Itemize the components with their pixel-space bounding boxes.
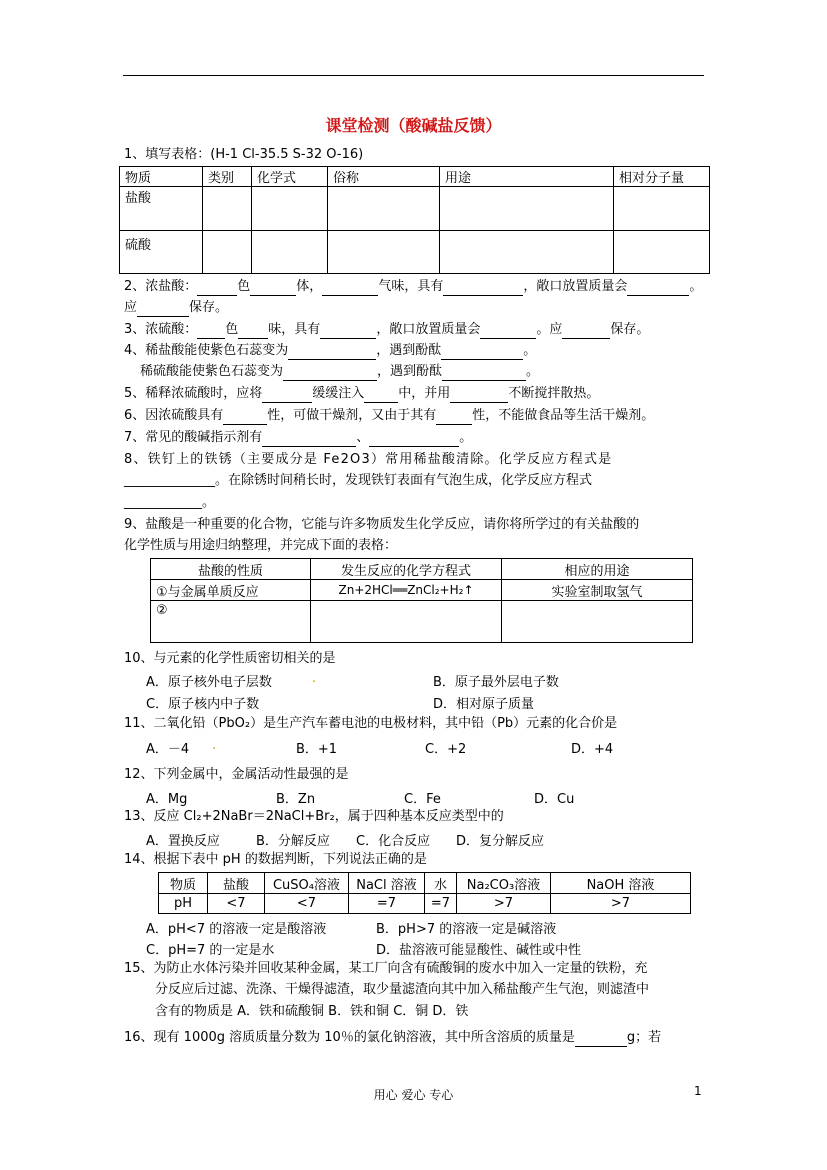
q13-option-b: B．分解反应 <box>256 834 330 849</box>
q9-header-cell: 发生反应的化学方程式 <box>311 559 502 580</box>
q8-line2: ______________。在除锈时间稍长时，发现铁钉表面有气泡生成，化学反应方程式 <box>124 473 593 488</box>
q8-line3: ____________。 <box>124 495 216 510</box>
q5-line: 5、稀释浓硫酸时，应将 缓缓注入 中，并用 不断搅拌散热。 <box>124 386 600 401</box>
q14-header-cell: NaCl 溶液 <box>349 873 425 894</box>
q1-stem: 1、填写表格：(H-1 Cl-35.5 S-32 O-16) <box>124 147 364 162</box>
q15-line3: 含有的物质是 A．铁和硫酸铜 B．铁和铜 C．铜 D．铁 <box>155 1004 469 1019</box>
q11-stem: 11、二氧化铅（PbO₂）是生产汽车蓄电池的电极材料，其中铅（Pb）元素的化合价是 <box>124 716 618 731</box>
q1-header-cell: 俗称 <box>328 167 440 187</box>
q12-option-c: C．Fe <box>404 792 441 807</box>
q14-option-c: C．pH=7 的一定是水 <box>146 943 275 958</box>
q1-row-label: 硫酸 <box>120 231 203 274</box>
q14-header-cell: 水 <box>425 873 457 894</box>
q14-value-cell: >7 <box>551 894 691 914</box>
q6-line: 6、因浓硫酸具有 性，可做干燥剂，又由于其有 性，不能做食品等生活干燥剂。 <box>124 408 655 423</box>
q9-header-cell: 相应的用途 <box>502 559 693 580</box>
q9-header-cell: 盐酸的性质 <box>151 559 311 580</box>
page-footer: 用心 爱心 专心 <box>373 1088 454 1102</box>
q15-line1: 15、为防止水体污染并回收某种金属，某工厂向含有硫酸铜的废水中加入一定量的铁粉，充 <box>124 961 648 976</box>
q11-option-c: C．+2 <box>425 742 467 757</box>
q14-value-cell: <7 <box>208 894 265 914</box>
q1-header-cell: 相对分子量 <box>614 167 710 187</box>
q16-line: 16、现有 1000g 溶质质量分数为 10％的氯化钠溶液，其中所含溶质的质量是 g；若 <box>124 1030 662 1045</box>
q14-option-a: A．pH<7 的溶液一定是酸溶液 <box>146 922 327 937</box>
page-title: 课堂检测（酸碱盐反馈） <box>325 116 502 135</box>
q14-value-cell: pH <box>159 894 208 914</box>
q10-option-d: D．相对原子质量 <box>433 697 535 712</box>
q4-line1: 4、稀盐酸能使紫色石蕊变为 ，遇到酚酞 。 <box>124 343 537 358</box>
q1-header-cell: 物质 <box>120 167 203 187</box>
q10-option-c: C．原子核内中子数 <box>146 697 260 712</box>
q14-value-cell: =7 <box>349 894 425 914</box>
q8-line1: 8、铁钉上的铁锈（主要成分是 Fe2O3）常用稀盐酸清除。化学反应方程式是 <box>124 452 613 467</box>
header-rule <box>123 75 704 76</box>
q10-stem: 10、与元素的化学性质密切相关的是 <box>124 651 336 666</box>
q3-line: 3、浓硫酸： 色 味，具有 ，敞口放置质量会 。应 保存。 <box>124 322 650 337</box>
q9-line2: 化学性质与用途归纳整理，并完成下面的表格： <box>124 538 398 553</box>
q14-header-cell: CuSO₄溶液 <box>265 873 349 894</box>
q14-header-cell: Na₂CO₃溶液 <box>457 873 551 894</box>
q14-header-cell: NaOH 溶液 <box>551 873 691 894</box>
q1-header-cell: 类别 <box>203 167 252 187</box>
q2-line2: 应 保存。 <box>124 300 229 315</box>
q11-option-d: D．+4 <box>571 742 614 757</box>
q14-header-cell: 盐酸 <box>208 873 265 894</box>
q7-line: 7、常见的酸碱指示剂有 、 。 <box>124 430 473 445</box>
q11-option-a: A．－4 <box>146 742 190 757</box>
q9-cell: ①与金属单质反应 <box>151 580 311 601</box>
q10-option-a: A．原子核外电子层数 <box>146 675 272 690</box>
q9-table <box>150 558 693 643</box>
q13-option-d: D．复分解反应 <box>456 834 545 849</box>
q11-option-b: B．+1 <box>296 742 338 757</box>
q9-cell: 实验室制取氢气 <box>502 580 693 601</box>
q14-ph-table <box>158 872 691 914</box>
q14-option-b: B．pH>7 的溶液一定是碱溶液 <box>376 922 557 937</box>
q9-line1: 9、盐酸是一种重要的化合物，它能与许多物质发生化学反应，请你将所学过的有关盐酸的 <box>124 517 640 532</box>
q14-stem: 14、根据下表中 pH 的数据判断，下列说法正确的是 <box>124 852 427 867</box>
q15-line2: 分反应后过滤、洗涤、干燥得滤渣，取少量滤渣向其中加入稀盐酸产生气泡，则滤渣中 <box>155 982 650 997</box>
q4-line2: 稀硫酸能使紫色石蕊变为 ，遇到酚酞 。 <box>140 364 540 379</box>
q12-option-a: A．Mg <box>146 792 188 807</box>
q14-header-cell: 物质 <box>159 873 208 894</box>
q14-value-cell: >7 <box>457 894 551 914</box>
q10-option-b: B．原子最外层电子数 <box>433 675 559 690</box>
decor-dot: . <box>212 738 217 753</box>
q13-option-c: C．化合反应 <box>356 834 431 849</box>
q13-option-a: A．置换反应 <box>146 834 220 849</box>
q14-value-cell: <7 <box>265 894 349 914</box>
q9-cell: Zn+2HCl══ZnCl₂+H₂↑ <box>311 580 502 601</box>
q14-option-d: D．盐溶液可能显酸性、碱性或中性 <box>376 943 582 958</box>
page-number: 1 <box>694 1084 702 1098</box>
q13-stem: 13、反应 Cl₂+2NaBr＝2NaCl+Br₂，属于四种基本反应类型中的 <box>124 809 504 824</box>
q12-stem: 12、下列金属中，金属活动性最强的是 <box>124 767 349 782</box>
q14-value-cell: =7 <box>425 894 457 914</box>
q1-header-cell: 化学式 <box>252 167 328 187</box>
q9-cell: ② <box>151 601 311 643</box>
q2-line1: 2、浓盐酸： 色 体， 气味，具有 ，敞口放置质量会 。 <box>124 279 703 294</box>
q1-row-label: 盐酸 <box>120 187 203 231</box>
q12-option-b: B．Zn <box>276 792 316 807</box>
q1-table <box>119 166 710 274</box>
q1-header-cell: 用途 <box>440 167 614 187</box>
decor-dot: . <box>312 671 317 686</box>
q12-option-d: D．Cu <box>534 792 575 807</box>
